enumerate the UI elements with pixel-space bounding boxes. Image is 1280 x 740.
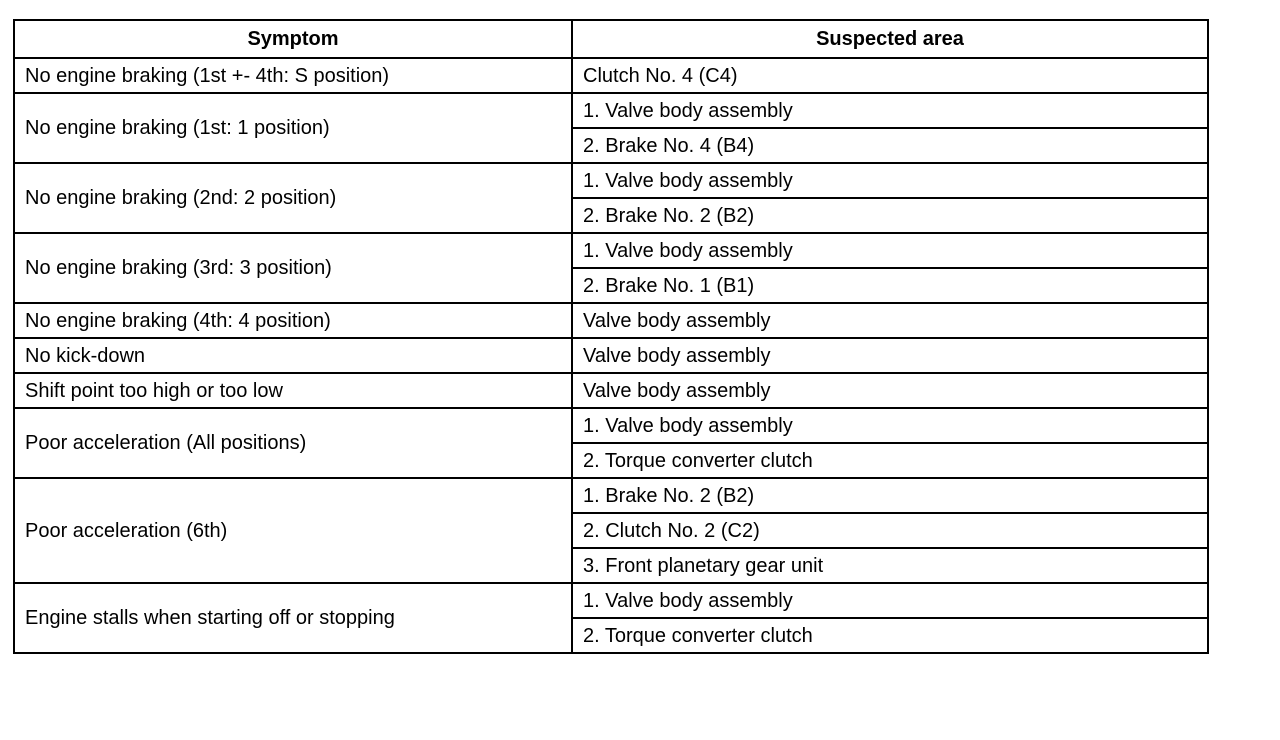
table-row <box>14 583 1208 618</box>
suspected-area-cell: Valve body assembly <box>572 373 1208 408</box>
table-row <box>14 303 1208 338</box>
suspected-area-cell: Valve body assembly <box>572 303 1208 338</box>
table-row <box>14 93 1208 128</box>
symptom-cell: Poor acceleration (6th) <box>14 478 572 583</box>
table-header <box>14 20 1208 58</box>
suspected-area-cell: 3. Front planetary gear unit <box>572 548 1208 583</box>
table-row <box>14 58 1208 93</box>
table-row <box>14 478 1208 513</box>
suspected-area-column-header: Suspected area <box>572 20 1208 58</box>
symptom-cell: Shift point too high or too low <box>14 373 572 408</box>
symptom-column-header: Symptom <box>14 20 572 58</box>
symptom-cell: No engine braking (1st: 1 position) <box>14 93 572 163</box>
table-row <box>14 338 1208 373</box>
symptom-cell: No engine braking (3rd: 3 position) <box>14 233 572 303</box>
symptom-cell: Poor acceleration (All positions) <box>14 408 572 478</box>
symptom-cell: Engine stalls when starting off or stopping <box>14 583 572 653</box>
symptom-cell: No engine braking (4th: 4 position) <box>14 303 572 338</box>
suspected-area-cell: 1. Brake No. 2 (B2) <box>572 478 1208 513</box>
suspected-area-cell: 1. Valve body assembly <box>572 233 1208 268</box>
suspected-area-cell: 2. Torque converter clutch <box>572 443 1208 478</box>
symptom-cell: No kick-down <box>14 338 572 373</box>
suspected-area-cell: 2. Torque converter clutch <box>572 618 1208 653</box>
suspected-area-cell: 2. Brake No. 2 (B2) <box>572 198 1208 233</box>
header-row <box>14 20 1208 58</box>
suspected-area-cell: 2. Brake No. 1 (B1) <box>572 268 1208 303</box>
suspected-area-cell: 1. Valve body assembly <box>572 408 1208 443</box>
suspected-area-cell: Valve body assembly <box>572 338 1208 373</box>
troubleshooting-table <box>13 19 1209 654</box>
table-row <box>14 163 1208 198</box>
table-row <box>14 373 1208 408</box>
suspected-area-cell: 2. Brake No. 4 (B4) <box>572 128 1208 163</box>
suspected-area-cell: 2. Clutch No. 2 (C2) <box>572 513 1208 548</box>
symptom-cell: No engine braking (1st +- 4th: S position) <box>14 58 572 93</box>
suspected-area-cell: 1. Valve body assembly <box>572 583 1208 618</box>
table-body <box>14 58 1208 653</box>
suspected-area-cell: 1. Valve body assembly <box>572 163 1208 198</box>
symptom-cell: No engine braking (2nd: 2 position) <box>14 163 572 233</box>
table-row <box>14 408 1208 443</box>
table-row <box>14 233 1208 268</box>
suspected-area-cell: 1. Valve body assembly <box>572 93 1208 128</box>
suspected-area-cell: Clutch No. 4 (C4) <box>572 58 1208 93</box>
